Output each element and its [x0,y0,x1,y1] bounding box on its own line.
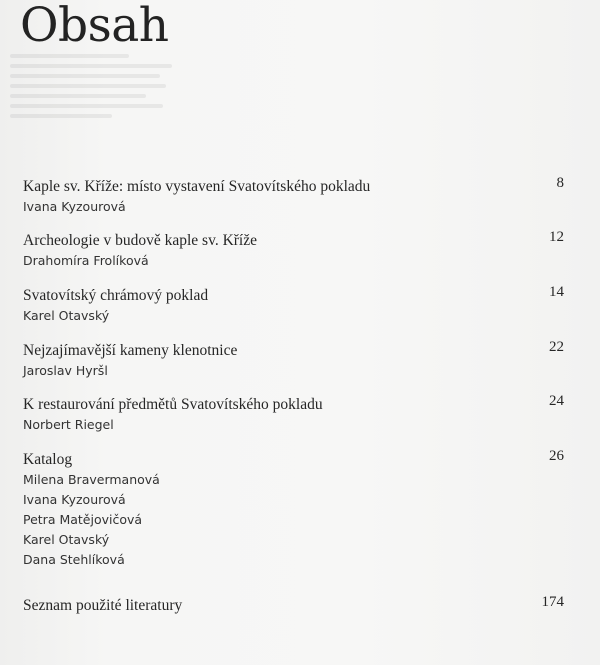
entry-author: Petra Matějovičová [23,512,143,527]
toc-entry[interactable] [23,177,568,217]
entry-author: Karel Otavský [23,308,110,323]
entry-author: Dana Stehlíková [23,552,125,567]
entry-title[interactable]: Kaple sv. Kříže: místo vystavení Svatovítského pokladu [23,178,371,195]
entry-page-number: 22 [549,339,564,355]
page-title: Obsah [20,0,169,53]
toc-entry[interactable] [23,596,568,616]
entry-title[interactable]: K restaurování předmětů Svatovítského pokladu [23,396,323,413]
entry-page-number: 24 [549,393,564,409]
toc-entry[interactable] [23,395,568,435]
entry-author: Karel Otavský [23,532,110,547]
toc-entry[interactable] [23,341,568,381]
entry-title[interactable]: Archeologie v budově kaple sv. Kříže [23,232,257,249]
entry-page-number: 12 [549,229,564,245]
entry-page-number: 8 [556,175,564,191]
entry-author: Ivana Kyzourová [23,199,126,214]
toc-entry[interactable] [23,286,568,326]
entry-page-number: 174 [541,594,564,610]
entry-author: Drahomíra Frolíková [23,253,149,268]
entry-page-number: 26 [549,448,564,464]
entry-title[interactable]: Svatovítský chrámový poklad [23,287,209,304]
entry-author: Milena Bravermanová [23,472,160,487]
entry-title[interactable]: Seznam použité literatury [23,597,183,614]
entry-title[interactable]: Nejzajímavější kameny klenotnice [23,342,238,359]
entry-title[interactable]: Katalog [23,451,73,468]
toc-entry[interactable] [23,450,568,570]
entry-author: Ivana Kyzourová [23,492,126,507]
toc-entry[interactable] [23,231,568,271]
entry-author: Jaroslav Hyršl [23,363,108,378]
show-through-text [10,48,180,158]
entry-page-number: 14 [549,284,564,300]
entry-author: Norbert Riegel [23,417,114,432]
